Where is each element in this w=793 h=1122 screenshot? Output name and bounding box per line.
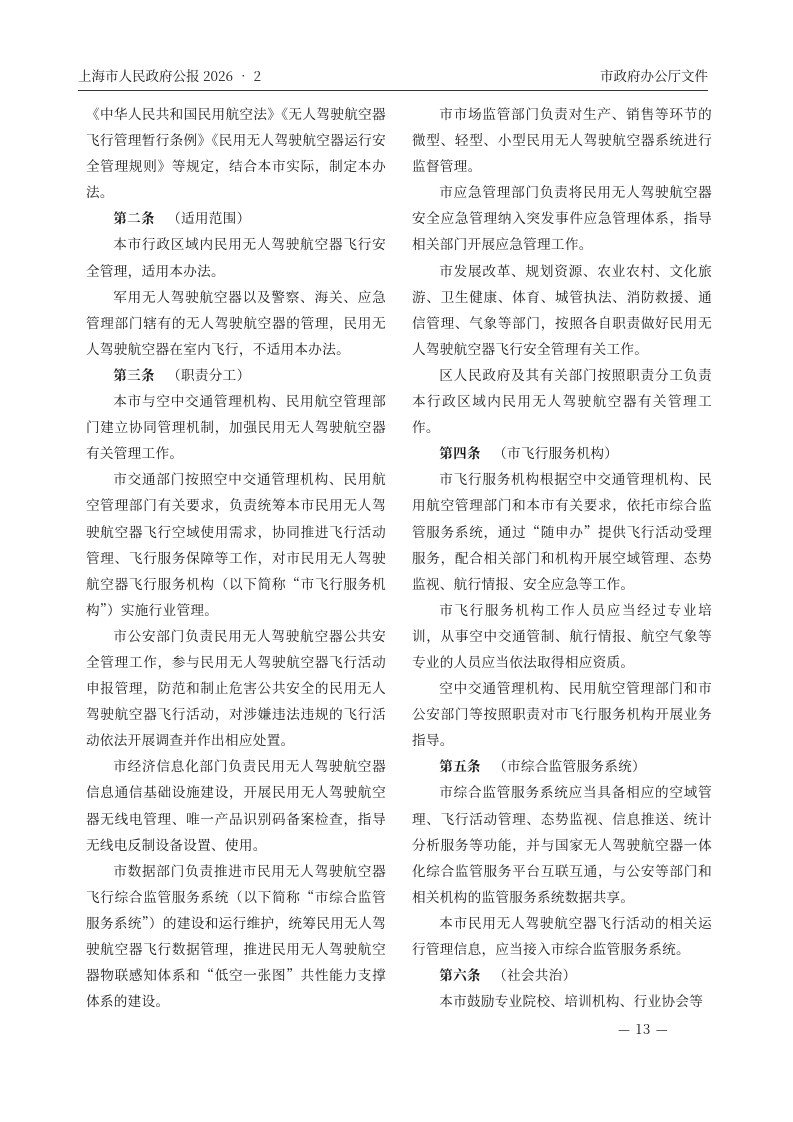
- page-number: — 13 —: [618, 1018, 669, 1038]
- body-paragraph: 市数据部门负责推进市民用无人驾驶航空器飞行综合监管服务系统（以下简称“市综合监管服务系统”）的建设和运行维护，统筹民用无人驾驶航空器飞行数据管理，推进民用无人驾驶航空器物联感知体系和“低空一张图”共性能力支撑体系的建设。: [86, 859, 386, 1011]
- article-title: （适用范围）: [167, 207, 251, 228]
- article-heading: [412, 439, 712, 465]
- article-title: （职责分工）: [167, 363, 251, 384]
- left-column: [86, 100, 386, 1013]
- header-divider: [78, 90, 708, 91]
- body-paragraph: 《中华人民共和国民用航空法》《无人驾驶航空器飞行管理暂行条例》《民用无人驾驶航空器运行安全管理规则》等规定，结合本市实际，制定本办法。: [86, 103, 386, 202]
- body-paragraph: 市发展改革、规划资源、农业农村、文化旅游、卫生健康、体育、城管执法、消防救援、通信管理、气象等部门，按照各自职责做好民用无人驾驶航空器飞行安全管理有关工作。: [412, 259, 712, 358]
- body-paragraph: 本市鼓励专业院校、培训机构、行业协会等: [439, 990, 704, 1011]
- journal-title: 上海市人民政府公报 2026 • 2: [78, 65, 262, 85]
- body-paragraph: 市经济信息化部门负责民用无人驾驶航空器信息通信基础设施建设，开展民用无人驾驶航空器无线电管理、唯一产品识别码备案检查，指导无线电反制设备设置、使用。: [86, 755, 386, 854]
- right-column: [412, 100, 712, 1013]
- body-paragraph: 空中交通管理机构、民用航空管理部门和市公安部门等按照职责对市飞行服务机构开展业务指导。: [412, 677, 712, 750]
- body-paragraph: 本市行政区域内民用无人驾驶航空器飞行安全管理，适用本办法。: [86, 233, 386, 280]
- article-heading: [412, 752, 712, 778]
- body-paragraph: 本市民用无人驾驶航空器飞行活动的相关运行管理信息，应当接入市综合监管服务系统。: [412, 911, 712, 958]
- article-heading: [86, 204, 386, 230]
- article-number: 第六条: [439, 964, 481, 985]
- body-paragraph: 区人民政府及其有关部门按照职责分工负责本行政区域内民用无人驾驶航空器有关管理工作。: [412, 363, 712, 437]
- article-heading: [86, 361, 386, 387]
- section-title: 市政府办公厅文件: [600, 65, 708, 85]
- body-paragraph: 军用无人驾驶航空器以及警察、海关、应急管理部门辖有的无人驾驶航空器的管理，民用无人驾驶航空器在室内飞行，不适用本办法。: [86, 285, 386, 358]
- body-paragraph: 市综合监管服务系统应当具备相应的空域管理、飞行活动管理、态势监视、信息推送、统计分析服务等功能，并与国家无人驾驶航空器一体化综合监管服务平台互联互通，与公安等部门和相关机构的监管服务系统数据共享。: [412, 781, 712, 906]
- body-paragraph: 市应急管理部门负责将民用无人驾驶航空器安全应急管理纳入突发事件应急管理体系，指导相关部门开展应急管理工作。: [412, 181, 712, 254]
- page-header: [78, 62, 708, 86]
- article-number: 第四条: [439, 442, 481, 463]
- article-title: （市飞行服务机构）: [493, 442, 619, 463]
- article-title: （社会共治）: [493, 964, 577, 985]
- article-heading: [412, 961, 712, 987]
- body-paragraph: 市公安部门负责民用无人驾驶航空器公共安全管理工作，参与民用无人驾驶航空器飞行活动申报管理，防范和制止危害公共安全的民用无人驾驶航空器飞行活动，对涉嫌违法违规的飞行活动依法开展调查并作出相应处置。: [86, 624, 386, 750]
- body-paragraph: 市飞行服务机构工作人员应当经过专业培训，从事空中交通管制、航行情报、航空气象等专业的人员应当依法取得相应资质。: [412, 598, 712, 671]
- body-paragraph: 本市与空中交通管理机构、民用航空管理部门建立协同管理机制，加强民用无人驾驶航空器有关管理工作。: [86, 390, 386, 463]
- article-title: （市综合监管服务系统）: [493, 755, 646, 776]
- article-number: 第五条: [439, 755, 481, 776]
- body-paragraph: 市市场监管部门负责对生产、销售等环节的微型、轻型、小型民用无人驾驶航空器系统进行监督管理。: [412, 103, 712, 176]
- body-paragraph: 市飞行服务机构根据空中交通管理机构、民用航空管理部门和本市有关要求，依托市综合监管服务系统，通过“随申办”提供飞行活动受理服务，配合相关部门和机构开展空域管理、态势监视、航行情报、安全应急等工作。: [412, 468, 712, 593]
- article-number: 第三条: [113, 363, 155, 384]
- body-paragraph: 市交通部门按照空中交通管理机构、民用航空管理部门有关要求，负责统筹本市民用无人驾驶航空器飞行空域使用需求，协同推进飞行活动管理、飞行服务保障等工作，对市民用无人驾驶航空器飞行服务机构（以下简称“市飞行服务机构”）实施行业管理。: [86, 468, 386, 619]
- article-number: 第二条: [113, 207, 155, 228]
